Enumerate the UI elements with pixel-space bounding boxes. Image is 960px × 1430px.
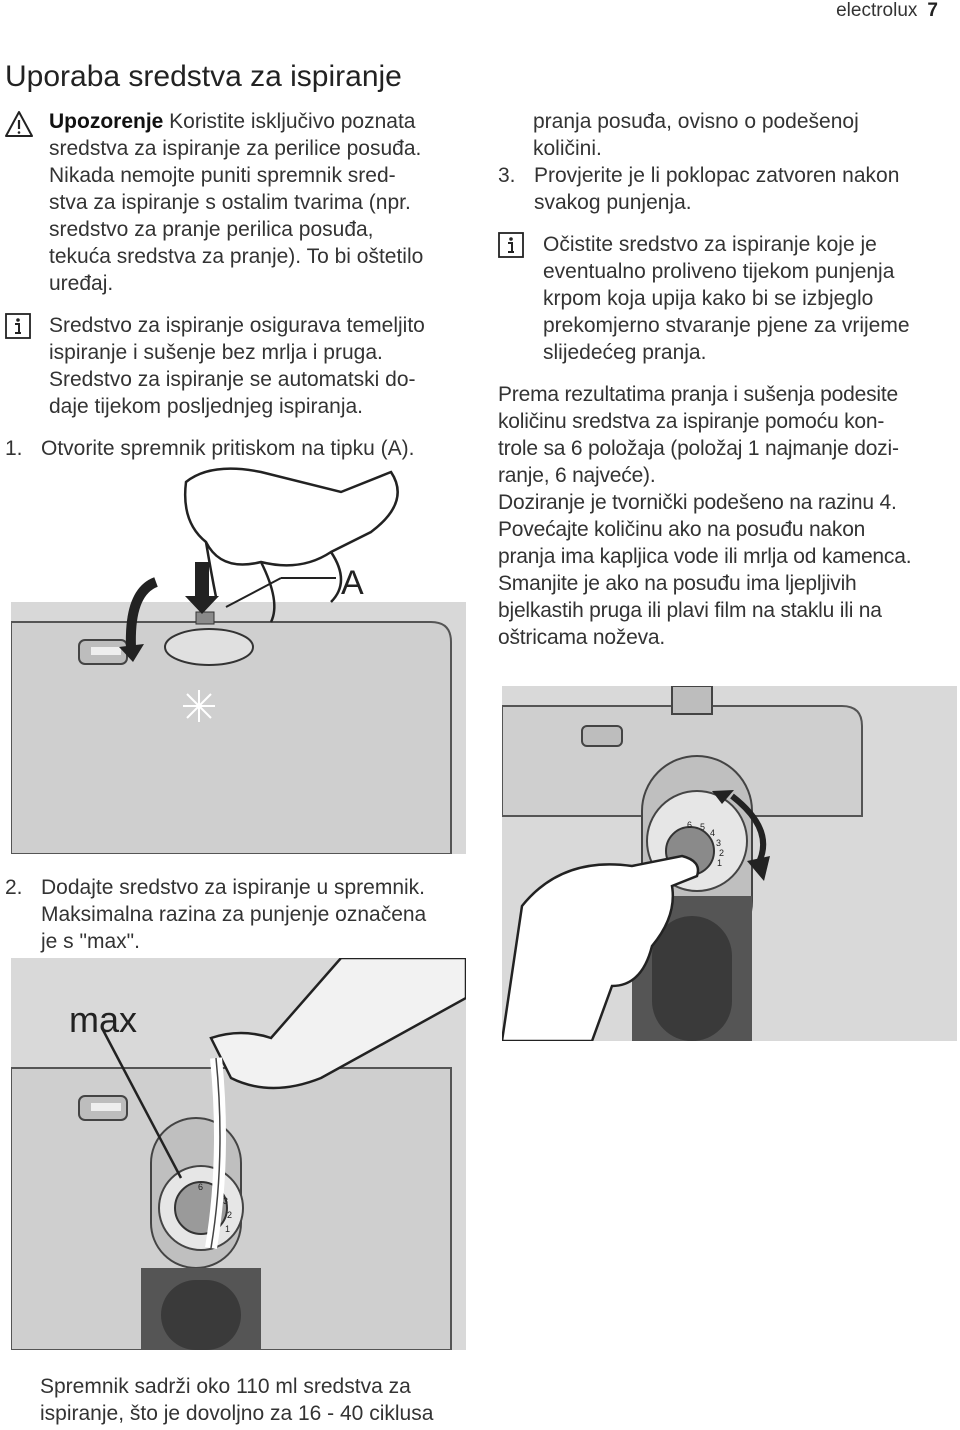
step-number: 3. [498,164,516,187]
dosage-line: Povećajte količinu ako na posuđu nakon [498,518,866,541]
dosage-line: Doziranje je tvornički podešeno na razinu 4. [498,491,897,514]
warning-line: uređaj. [49,272,114,295]
info-line: prekomjerno stvaranje pjene za vrijeme [543,314,910,337]
dial-number: 3 [716,838,722,848]
dial-number: 3 [223,1196,229,1206]
warning-line: stva za ispiranje s ostalim tvarima (npr. [49,191,411,214]
dosage-line: trole sa 6 položaja (položaj 1 najmanje dozi- [498,437,899,460]
step-text-line: Provjerite je li poklopac zatvoren nakon [534,164,900,187]
info-line: Očistite sredstvo za ispiranje koje je [543,233,877,256]
warning-text [49,108,479,297]
warning-line: sredstvo za pranje perilica posuđa, [49,218,374,241]
info-text-1 [49,312,479,420]
callout-label-a: A [341,564,364,602]
info-line: slijedećeg pranja. [543,341,707,364]
dial-number: 6 [198,1182,204,1192]
info-icon [5,313,31,339]
continued-line: količini. [533,137,602,160]
warning-label: Upozorenje [49,110,164,133]
dosage-line: količinu sredstva za ispiranje pomoću kon- [498,410,885,433]
figure-open-dispenser [11,462,466,854]
warning-line: Nikada nemojte puniti spremnik sred- [49,164,396,187]
step-text-line: svakog punjenja. [534,191,692,214]
info-line: Sredstvo za ispiranje se automatski do- [49,368,416,391]
capacity-text [40,1373,480,1427]
continued-line: pranja posuđa, ovisno o podešenoj [533,110,859,133]
capacity-line: ispiranje, što je dovoljno za 16 - 40 ciklusa [40,1402,434,1425]
warning-line: tekuća sredstva za pranje). To bi oštetilo [49,245,424,268]
figure-3-drawing [502,686,957,1041]
info-line: krpom koja upija kako bi se izbjeglo [543,287,874,310]
max-label: max [69,999,138,1040]
figure-adjust-dial [502,686,957,1041]
step-text-line: Maksimalna razina za punjenje označena [41,903,427,926]
brand-name: electrolux [836,0,918,21]
step-text-line: je s "max". [41,930,140,953]
step-text: Otvorite spremnik pritiskom na tipku (A). [41,437,415,460]
step-1 [5,435,475,462]
step-number: 2. [5,876,23,899]
dial-number: 4 [710,828,716,838]
info-line: eventualno proliveno tijekom punjenja [543,260,895,283]
step-2 [5,874,475,956]
dial-number: 5 [700,822,706,832]
step-2-continued [533,108,953,162]
dial-number: 2 [227,1210,233,1220]
step-number: 1. [5,437,23,460]
dosage-line: oštricama noževa. [498,626,666,649]
dosage-paragraph [498,381,960,651]
dial-number: 6 [687,820,693,830]
dial-number: 1 [717,858,723,868]
step-3 [498,162,948,216]
warning-line: sredstva za ispiranje za perilice posuđa. [49,137,422,160]
info-text-2 [543,231,953,366]
info-line: Sredstvo za ispiranje osigurava temeljito [49,314,425,337]
figure-2-drawing [11,958,466,1350]
info-icon [498,232,524,258]
dosage-line: pranja ima kapljica vode ili mrlja od kamenca. [498,545,912,568]
section-title: Uporaba sredstva za ispiranje [5,60,402,93]
dosage-line: Prema rezultatima pranja i sušenja podesite [498,383,898,406]
dial-number: 2 [719,848,725,858]
dosage-line: Smanjite je ako na posuđu ima ljepljivih [498,572,857,595]
capacity-line: Spremnik sadrži oko 110 ml sredstva za [40,1375,411,1398]
page-header [836,0,938,22]
info-line: ispiranje i sušenje bez mrlja i pruga. [49,341,383,364]
figure-fill-dispenser [11,958,466,1350]
dosage-line: ranje, 6 najveće). [498,464,656,487]
dosage-line: bjelkastih pruga ili plavi film na staklu ili na [498,599,882,622]
page-number: 7 [927,0,938,21]
dial-number: 1 [225,1224,231,1234]
step-text-line: Dodajte sredstvo za ispiranje u spremnik. [41,876,426,899]
figure-1-drawing [11,462,466,854]
warning-line-1: Koristite isključivo poznata [163,110,416,133]
info-line: daje tijekom posljednjeg ispiranja. [49,395,364,418]
warning-icon [4,110,34,138]
